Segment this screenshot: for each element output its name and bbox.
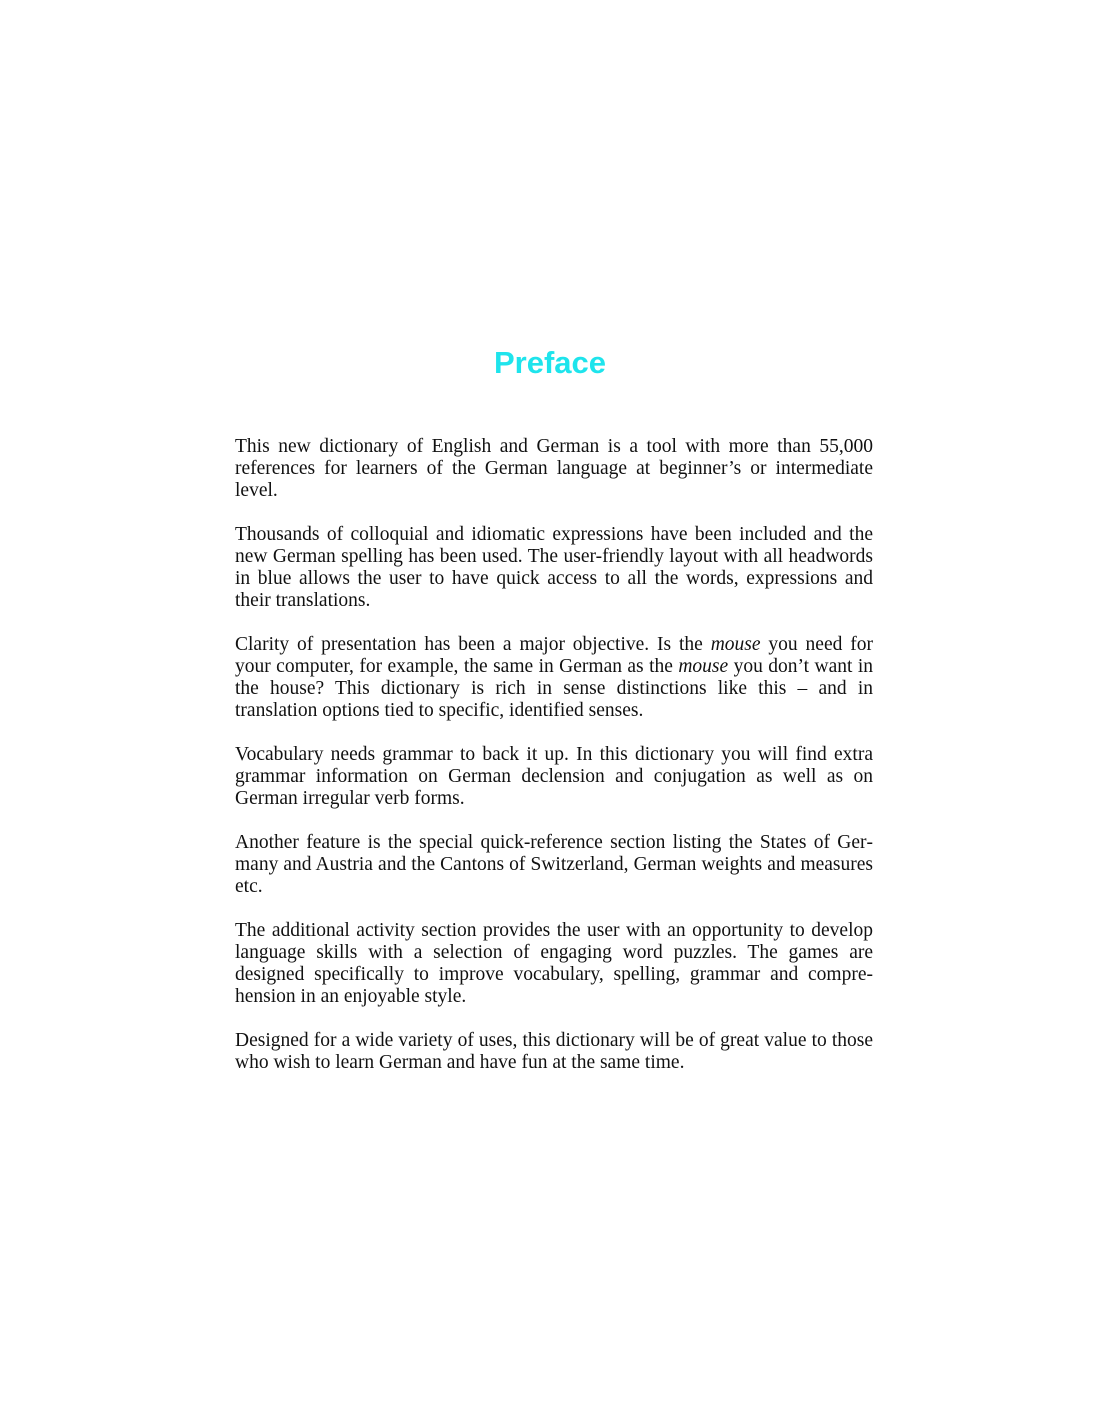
paragraph-7: Designed for a wide variety of uses, this dictionary will be of great value to those who wish to learn German and have fun at the same time.	[235, 1030, 873, 1073]
paragraph-3	[235, 634, 873, 722]
page-title: Preface	[493, 345, 607, 380]
paragraph-5: Another feature is the special quick-reference section listing the States of Germany and Austria and the Cantons of Switzerland, German weights and measures etc.	[235, 832, 873, 897]
paragraph-2: Thousands of colloquial and idiomatic expressions have been included and the new German spelling has been used. The user-friendly layout with all headwords in blue allows the user to have quick access to all the words, expressions and their translations.	[235, 524, 873, 611]
paragraph-1: This new dictionary of English and German is a tool with more than 55,000 references for learners of the German language at beginner’s or intermediate level.	[235, 436, 873, 501]
paragraph-3-part-e: you don’t want in the house? This dictionary is rich in sense distinctions like this – and in translation options tied to specific, identified senses.	[235, 656, 873, 721]
paragraph-4: Vocabulary needs grammar to back it up. In this dictionary you will find extra grammar information on German declension and conjugation as well as on German irregular verb forms.	[235, 744, 873, 809]
paragraph-3-emphasis-mouse-1: mouse	[710, 634, 761, 655]
paragraph-6: The additional activity section provides the user with an opportunity to develop language skills with a selection of engaging word puzzles. The games are designed specifically to improve vocabulary, spelling, grammar and comprehension in an enjoyable style.	[235, 920, 873, 1007]
paragraph-3-part-c: you need for your computer, for example, the same in German as the	[235, 634, 873, 677]
paragraph-3-part-a: Clarity of presentation has been a major objective. Is the	[235, 634, 711, 655]
preface-body	[235, 436, 873, 1096]
paragraph-3-emphasis-mouse-2: mouse	[678, 656, 729, 677]
